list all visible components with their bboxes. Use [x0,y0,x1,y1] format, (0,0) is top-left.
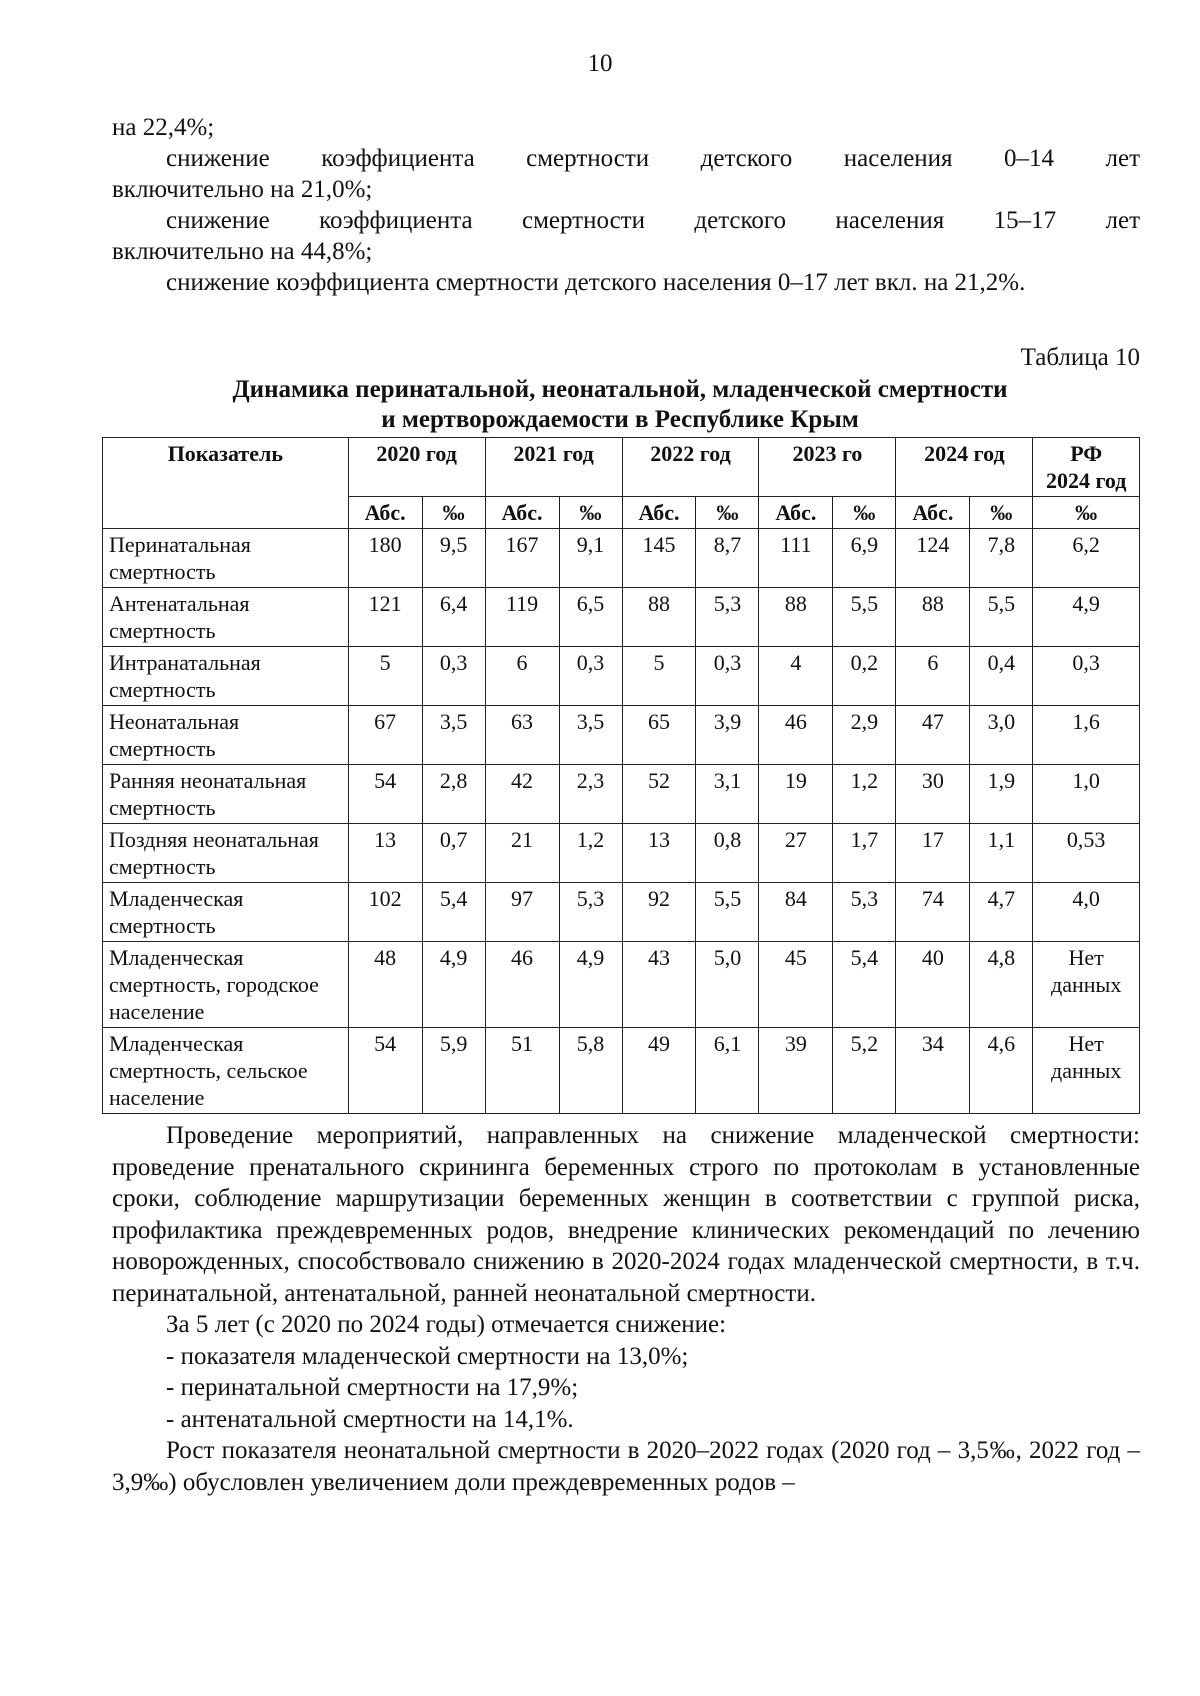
intro-paragraph-1-line-1: снижение коэффициента смертности детского населения 0–14 лет [166,145,1140,172]
table-body [103,529,1140,1114]
cell-abs: 34 [896,1028,970,1114]
intro-paragraph-2-line-1: снижение коэффициента смертности детского населения 15–17 лет [166,207,1140,234]
header-year-2022: 2022 год [622,438,759,497]
cell-abs: 84 [759,883,833,942]
cell-permille: 1,2 [559,824,622,883]
cell-abs: 45 [759,942,833,1028]
list-item: - антенатальной смертности на 14,1%. [166,1405,574,1433]
cell-abs: 30 [896,765,970,824]
cell-abs: 145 [622,529,696,588]
cell-abs: 54 [348,1028,422,1114]
header-rf-line-1: РФ [1070,441,1103,466]
cell-abs: 167 [485,529,559,588]
cell-abs: 17 [896,824,970,883]
paragraph-growth: Рост показателя неонатальной смертности в 2020–2022 годах (2020 год – 3,5‰, 2022 год – 3,9‰) обусловлен увеличением доли преждевременных родов – [112,1437,1140,1496]
cell-permille: 0,3 [422,647,485,706]
cell-permille: 0,2 [833,647,896,706]
paragraph-five-years: За 5 лет (с 2020 по 2024 годы) отмечается снижение: [166,1311,727,1338]
cell-abs: 54 [348,765,422,824]
cell-permille: 4,8 [970,942,1033,1028]
cell-abs: 67 [348,706,422,765]
cell-abs: 111 [759,529,833,588]
header-year-2021: 2021 год [485,438,622,497]
cell-abs: 74 [896,883,970,942]
cell-abs: 6 [896,647,970,706]
table-row [103,824,1140,883]
table-title [100,375,1140,435]
cell-permille: 3,5 [422,706,485,765]
cell-permille: 6,9 [833,529,896,588]
cell-permille: 4,6 [970,1028,1033,1114]
header-abs: Абс. [485,497,559,529]
header-indicator: Показатель [103,438,349,529]
intro-text [112,112,1140,298]
cell-permille: 5,5 [970,588,1033,647]
cell-permille: 4,7 [970,883,1033,942]
table-row [103,529,1140,588]
table-title-line-1: Динамика перинатальной, неонатальной, младенческой смертности [232,376,1008,403]
cell-permille: 6,4 [422,588,485,647]
cell-permille: 3,0 [970,706,1033,765]
cell-permille: 5,5 [833,588,896,647]
cell-permille: 0,3 [696,647,759,706]
body-text [112,1120,1140,1498]
cell-abs: 5 [622,647,696,706]
page-number: 10 [587,50,613,77]
cell-abs: 5 [348,647,422,706]
row-label: Интранатальная смертность [103,647,349,706]
cell-abs: 124 [896,529,970,588]
cell-abs: 47 [896,706,970,765]
cell-permille: 5,3 [559,883,622,942]
cell-abs: 46 [759,706,833,765]
cell-abs: 180 [348,529,422,588]
intro-paragraph-2-line-2: включительно на 44,8%; [112,238,373,265]
cell-permille: 2,3 [559,765,622,824]
header-abs: Абс. [759,497,833,529]
paragraph-measures: Проведение мероприятий, направленных на снижение младенческой смертности: проведение пренатального скрининга беременных строго по протоколам в установленные сроки, соблюдение маршрутизации беременных женщин в соответствии с группой риска, профилактика преждевременных родов, внедрение клинических рекомендаций по лечению новорожденных, способствовало снижению в 2020-2024 годах младенческой смертности, в т.ч. перинатальной, антенатальной, ранней неонатальной смертности. [112,1122,1140,1307]
header-year-2020: 2020 год [348,438,485,497]
table-row [103,647,1140,706]
header-abs: Абс. [348,497,422,529]
cell-permille: 7,8 [970,529,1033,588]
cell-abs: 121 [348,588,422,647]
cell-abs: 88 [622,588,696,647]
cell-permille: 2,9 [833,706,896,765]
cell-permille: 2,8 [422,765,485,824]
cell-permille: 0,8 [696,824,759,883]
cell-abs: 27 [759,824,833,883]
cell-abs: 42 [485,765,559,824]
cell-permille: 6,1 [696,1028,759,1114]
cell-abs: 65 [622,706,696,765]
header-row-years [103,438,1140,497]
cell-permille: 0,7 [422,824,485,883]
cell-rf: 1,0 [1033,765,1140,824]
table-row [103,1028,1140,1114]
cell-abs: 52 [622,765,696,824]
cell-rf: Нет данных [1033,1028,1140,1114]
table-row [103,588,1140,647]
cell-rf: 0,53 [1033,824,1140,883]
list-item: - перинатальной смертности на 17,9%; [166,1374,579,1401]
cell-permille: 1,1 [970,824,1033,883]
header-abs: Абс. [622,497,696,529]
cell-abs: 46 [485,942,559,1028]
intro-paragraph-1-line-2: включительно на 21,0%; [112,176,373,203]
cell-abs: 19 [759,765,833,824]
cell-abs: 13 [348,824,422,883]
cell-permille: 0,3 [559,647,622,706]
cell-permille: 5,8 [559,1028,622,1114]
cell-abs: 88 [896,588,970,647]
cell-permille: 5,0 [696,942,759,1028]
table-title-line-2: и мертворождаемости в Республике Крым [381,406,859,433]
header-permille: ‰ [559,497,622,529]
table-row [103,883,1140,942]
cell-permille: 4,9 [559,942,622,1028]
cell-permille: 9,1 [559,529,622,588]
cell-abs: 40 [896,942,970,1028]
cell-permille: 6,5 [559,588,622,647]
cell-permille: 5,2 [833,1028,896,1114]
row-label: Ранняя неонатальная смертность [103,765,349,824]
cell-rf: 4,9 [1033,588,1140,647]
row-label: Перинатальная смертность [103,529,349,588]
header-permille: ‰ [970,497,1033,529]
cell-abs: 51 [485,1028,559,1114]
header-permille: ‰ [422,497,485,529]
intro-line: на 22,4%; [112,114,215,141]
cell-permille: 3,9 [696,706,759,765]
cell-permille: 0,4 [970,647,1033,706]
header-year-2024: 2024 год [896,438,1033,497]
cell-abs: 63 [485,706,559,765]
cell-permille: 1,2 [833,765,896,824]
header-rf [1033,438,1140,497]
mortality-table [102,437,1140,1114]
row-label: Младенческая смертность, городское население [103,942,349,1028]
header-permille: ‰ [833,497,896,529]
header-year-2023: 2023 го [759,438,896,497]
cell-abs: 21 [485,824,559,883]
header-abs: Абс. [896,497,970,529]
header-rf-line-2: 2024 год [1045,468,1127,493]
cell-permille: 5,4 [833,942,896,1028]
list-item: - показателя младенческой смертности на 13,0%; [166,1342,689,1370]
cell-permille: 5,3 [833,883,896,942]
cell-abs: 4 [759,647,833,706]
cell-permille: 4,9 [422,942,485,1028]
cell-rf: 6,2 [1033,529,1140,588]
cell-abs: 88 [759,588,833,647]
row-label: Антенатальная смертность [103,588,349,647]
cell-abs: 39 [759,1028,833,1114]
row-label: Неонатальная смертность [103,706,349,765]
cell-permille: 5,4 [422,883,485,942]
cell-rf: 4,0 [1033,883,1140,942]
cell-abs: 43 [622,942,696,1028]
intro-paragraph-3: снижение коэффициента смертности детского населения 0–17 лет вкл. на 21,2%. [166,269,1026,296]
cell-abs: 119 [485,588,559,647]
cell-abs: 6 [485,647,559,706]
cell-rf: Нет данных [1033,942,1140,1028]
row-label: Поздняя неонатальная смертность [103,824,349,883]
cell-abs: 102 [348,883,422,942]
header-permille: ‰ [696,497,759,529]
cell-permille: 9,5 [422,529,485,588]
row-label: Младенческая смертность [103,883,349,942]
table-row [103,706,1140,765]
cell-permille: 1,9 [970,765,1033,824]
table-row [103,942,1140,1028]
cell-permille: 1,7 [833,824,896,883]
row-label: Младенческая смертность, сельское население [103,1028,349,1114]
cell-abs: 97 [485,883,559,942]
cell-abs: 48 [348,942,422,1028]
cell-permille: 3,5 [559,706,622,765]
cell-rf: 1,6 [1033,706,1140,765]
cell-abs: 92 [622,883,696,942]
cell-permille: 8,7 [696,529,759,588]
cell-permille: 5,5 [696,883,759,942]
cell-permille: 5,9 [422,1028,485,1114]
cell-permille: 3,1 [696,765,759,824]
table-number: Таблица 10 [1020,344,1140,371]
cell-permille: 5,3 [696,588,759,647]
cell-abs: 49 [622,1028,696,1114]
header-rf-permille: ‰ [1033,497,1140,529]
table-row [103,765,1140,824]
cell-abs: 13 [622,824,696,883]
cell-rf: 0,3 [1033,647,1140,706]
